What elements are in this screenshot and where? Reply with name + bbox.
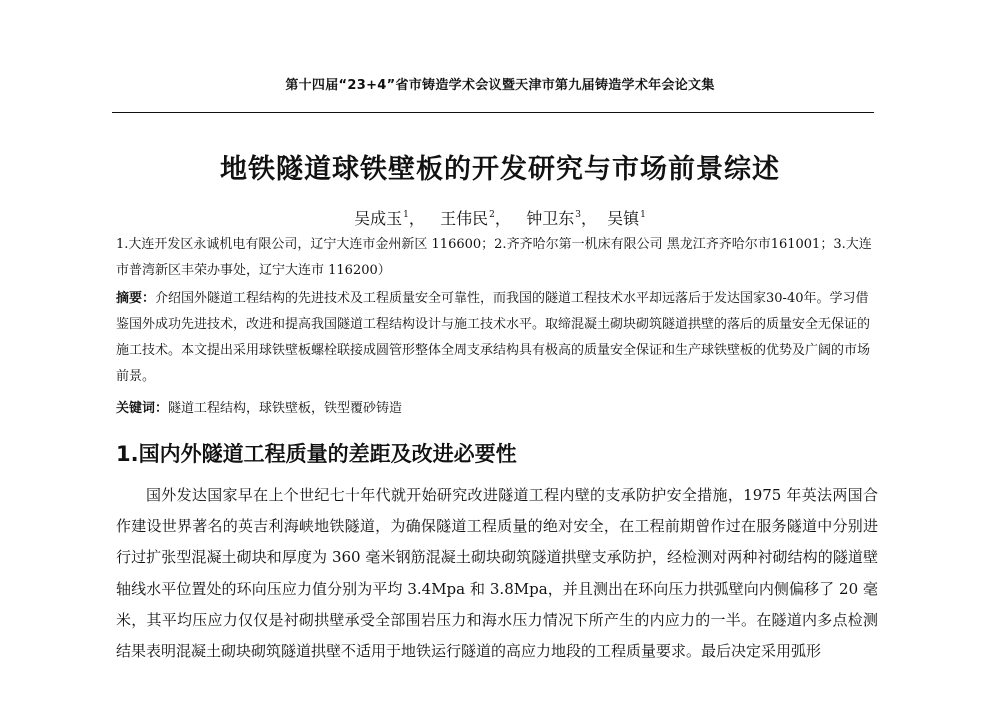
author-name: 钟卫东 bbox=[526, 209, 575, 228]
author-name: 吴成玉 bbox=[354, 209, 403, 228]
keywords bbox=[116, 396, 878, 422]
section-heading: 1.国内外隧道工程质量的差距及改进必要性 bbox=[116, 442, 517, 466]
author-separator: ， bbox=[494, 209, 511, 228]
abstract-label: 摘要： bbox=[116, 291, 156, 306]
author-2 bbox=[440, 206, 495, 229]
author-1 bbox=[354, 206, 409, 229]
affiliations: 1.大连开发区永诚机电有限公司，辽宁大连市金州新区 116600；2.齐齐哈尔第一机床有限公司 黑龙江齐齐哈尔市161001；3.大连市普湾新区丰荣办事处，辽宁大连市 116200） bbox=[116, 237, 872, 278]
author-affiliation-mark: 1 bbox=[640, 210, 646, 220]
keywords-label: 关键词： bbox=[116, 401, 169, 416]
author-name: 王伟民 bbox=[440, 209, 489, 228]
keywords-text: 隧道工程结构，球铁壁板，铁型覆砂铸造 bbox=[168, 401, 403, 416]
author-separator: ， bbox=[408, 209, 425, 228]
author-4 bbox=[607, 206, 646, 229]
author-list bbox=[0, 206, 1000, 229]
author-3 bbox=[526, 206, 581, 229]
paper-title: 地铁隧道球铁壁板的开发研究与市场前景综述 bbox=[220, 154, 780, 185]
author-affiliation-mark: 2 bbox=[489, 210, 495, 220]
author-name: 吴镇 bbox=[607, 209, 640, 228]
section-body: 国外发达国家早在上个世纪七十年代就开始研究改进隧道工程内壁的支承防护安全措施，1975 年英法两国合作建设世界著名的英吉利海峡地铁隧道，为确保隧道工程质量的绝对安全，在工程前期曾作过在服务隧道中分别进行过扩张型混凝土砌块和厚度为 360 毫米钢筋混凝土砌块砌筑隧道拱壁支承防护，经检测对两种衬砌结构的隧道壁轴线水平位置处的环向压应力值分别为平均 3.4Mpa 和 3.8Mpa，并且测出在环向压力拱弧壁向内侧偏移了 20 毫米，其平均压应力仅仅是衬砌拱壁承受全部围岩压力和海水压力情况下所产生的内应力的一半。在隧道内多点检测结果表明混凝土砌块砌筑隧道拱壁不适用于地铁运行隧道的高应力地段的工程质量要求。最后决定采用弧形 bbox=[116, 486, 878, 661]
author-affiliation-mark: 1 bbox=[403, 210, 409, 220]
abstract bbox=[116, 286, 878, 390]
running-header: 第十四届“23+4”省市铸造学术会议暨天津市第九届铸造学术年会论文集 bbox=[285, 78, 715, 93]
author-affiliation-mark: 3 bbox=[575, 210, 581, 220]
author-separator: ， bbox=[580, 209, 597, 228]
abstract-text: 介绍国外隧道工程结构的先进技术及工程质量安全可靠性，而我国的隧道工程技术水平却远落后于发达国家30-40年。学习借鉴国外成功先进技术，改进和提高我国隧道工程结构设计与施工技术水平。取缔混凝土砌块砌筑隧道拱壁的落后的质量安全无保证的施工技术。本文提出采用球铁壁板螺栓联接成圆管形整体全周支承结构具有极高的质量安全保证和生产球铁壁板的优势及广阔的市场前景。 bbox=[116, 291, 871, 384]
header-rule bbox=[112, 112, 874, 113]
